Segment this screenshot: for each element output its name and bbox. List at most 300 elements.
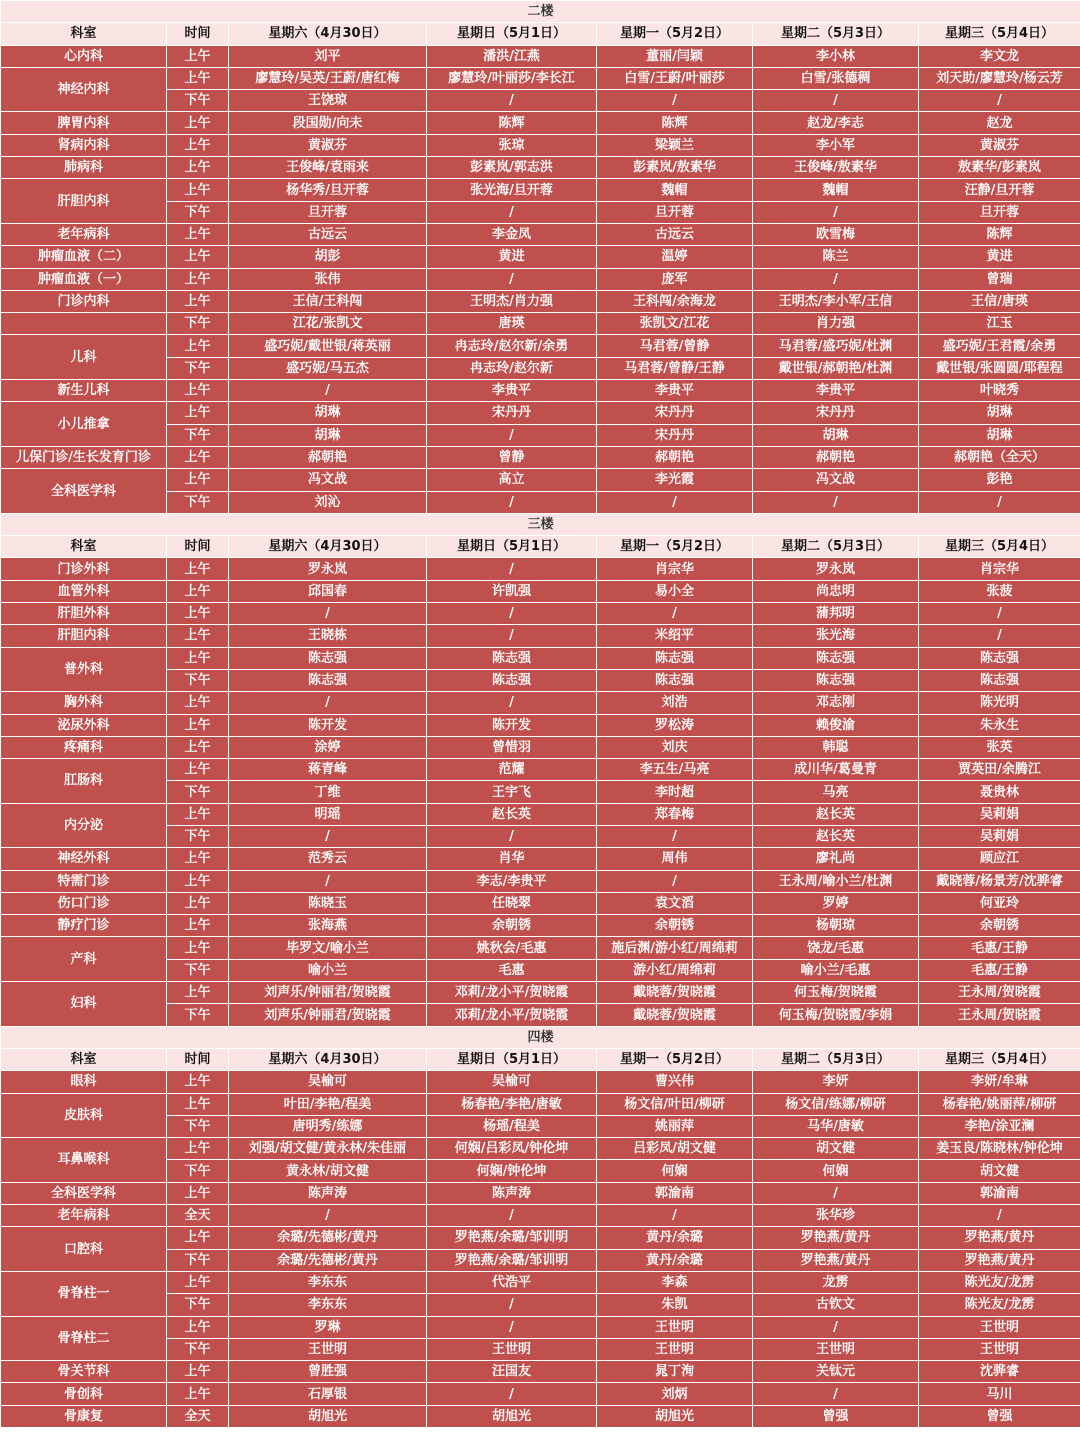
doctor-cell: 陈辉: [427, 112, 597, 134]
doctor-cell: 梁颖兰: [597, 134, 753, 156]
doctor-cell: 王永周/贺晓霞: [919, 982, 1080, 1004]
doctor-cell: 毛惠/王静: [919, 937, 1080, 959]
table-row: [1, 692, 1080, 714]
department-name: 小儿推拿: [1, 402, 167, 447]
doctor-cell: 罗艳燕/黄丹: [753, 1227, 919, 1249]
doctor-cell: 王世明: [229, 1338, 427, 1360]
table-row: [1, 759, 1080, 781]
doctor-cell: 吕彩凤/胡文健: [597, 1138, 753, 1160]
doctor-cell: 张光海: [753, 625, 919, 647]
doctor-cell: 胡文健: [919, 1160, 1080, 1182]
doctor-cell: 李五生/马亮: [597, 759, 753, 781]
table-row: [1, 803, 1080, 825]
doctor-cell: 彭素岚/郭志洪: [427, 157, 597, 179]
department-name: 全科医学科: [1, 1182, 167, 1204]
doctor-cell: 黄丹/余璐: [597, 1227, 753, 1249]
doctor-cell: 黄丹/余璐: [597, 1249, 753, 1271]
doctor-cell: 罗永岚: [229, 558, 427, 580]
doctor-cell: 王世明: [427, 1338, 597, 1360]
time-slot: 上午: [167, 446, 229, 468]
doctor-cell: /: [427, 268, 597, 290]
doctor-cell: 邓莉/龙小平/贺晓霞: [427, 1004, 597, 1026]
table-row: [1, 335, 1080, 357]
doctor-cell: 古远云: [597, 223, 753, 245]
department-name: 神经外科: [1, 848, 167, 870]
doctor-cell: 宋丹丹: [427, 402, 597, 424]
doctor-cell: 魏帽: [597, 179, 753, 201]
column-header: 科室: [1, 23, 167, 45]
doctor-cell: 罗艳燕/余璐/邹训明: [427, 1227, 597, 1249]
doctor-cell: 陈志强: [229, 669, 427, 691]
department-name: 老年病科: [1, 1205, 167, 1227]
department-name: 普外科: [1, 647, 167, 692]
doctor-cell: 杨文信/叶田/柳研: [597, 1093, 753, 1115]
doctor-cell: /: [597, 870, 753, 892]
doctor-cell: 何玉梅/贺晓霞/李娟: [753, 1004, 919, 1026]
doctor-cell: 敖素华/彭素岚: [919, 157, 1080, 179]
time-slot: 上午: [167, 982, 229, 1004]
doctor-cell: 张光海/旦开蓉: [427, 179, 597, 201]
doctor-cell: 何玉梅/贺晓霞: [753, 982, 919, 1004]
department-name: 血管外科: [1, 580, 167, 602]
doctor-cell: /: [427, 558, 597, 580]
doctor-cell: /: [753, 1316, 919, 1338]
doctor-cell: 彭素岚/敖素华: [597, 157, 753, 179]
table-row: [1, 446, 1080, 468]
doctor-cell: 古远云: [229, 223, 427, 245]
time-slot: 上午: [167, 246, 229, 268]
time-slot: 上午: [167, 223, 229, 245]
doctor-cell: /: [753, 268, 919, 290]
doctor-cell: 黄进: [427, 246, 597, 268]
doctor-cell: 胡琳: [919, 424, 1080, 446]
doctor-cell: 汪国友: [427, 1361, 597, 1383]
doctor-cell: 张华珍: [753, 1205, 919, 1227]
time-slot: 上午: [167, 335, 229, 357]
department-name: 新生儿科: [1, 380, 167, 402]
doctor-cell: 赵长英: [427, 803, 597, 825]
table-row: [1, 134, 1080, 156]
department-name: 骨康复: [1, 1405, 167, 1427]
doctor-cell: 顾应江: [919, 848, 1080, 870]
department-name: 门诊外科: [1, 558, 167, 580]
doctor-cell: 曾强: [919, 1405, 1080, 1427]
doctor-cell: 郭渝南: [919, 1182, 1080, 1204]
doctor-cell: 旦开蓉: [919, 201, 1080, 223]
time-slot: 上午: [167, 1271, 229, 1293]
table-row: [1, 1071, 1080, 1093]
department-name: 肾病内科: [1, 134, 167, 156]
time-slot: 下午: [167, 201, 229, 223]
doctor-cell: 陈志强: [753, 669, 919, 691]
department-name: 全科医学科: [1, 469, 167, 514]
time-slot: 下午: [167, 959, 229, 981]
doctor-cell: 周伟: [597, 848, 753, 870]
doctor-cell: 罗艳燕/余璐/邹训明: [427, 1249, 597, 1271]
time-slot: 下午: [167, 1115, 229, 1137]
doctor-cell: 曾惜羽: [427, 736, 597, 758]
table-row: [1, 982, 1080, 1004]
time-slot: 上午: [167, 134, 229, 156]
doctor-cell: 沈骅睿: [919, 1361, 1080, 1383]
doctor-cell: 王世明: [597, 1316, 753, 1338]
column-header: 时间: [167, 1048, 229, 1070]
doctor-cell: 王晓栋: [229, 625, 427, 647]
doctor-cell: /: [427, 825, 597, 847]
doctor-cell: 张英: [919, 736, 1080, 758]
department-name: 肿瘤血液（二）: [1, 246, 167, 268]
column-header: 星期日（5月1日）: [427, 1048, 597, 1070]
doctor-cell: 白雪/王蔚/叶丽莎: [597, 67, 753, 89]
doctor-cell: 饶龙/毛惠: [753, 937, 919, 959]
doctor-cell: 肖宗华: [919, 558, 1080, 580]
doctor-cell: 马川: [919, 1383, 1080, 1405]
table-row: [1, 1138, 1080, 1160]
doctor-cell: 江花/张凯文: [229, 313, 427, 335]
doctor-cell: 范耀: [427, 759, 597, 781]
doctor-cell: 许凯强: [427, 580, 597, 602]
doctor-cell: 冯文战: [753, 469, 919, 491]
doctor-cell: 陈开发: [427, 714, 597, 736]
doctor-cell: 冉志玲/赵尔新: [427, 357, 597, 379]
department-name: 骨脊柱二: [1, 1316, 167, 1361]
doctor-cell: 黄淑芬: [229, 134, 427, 156]
column-header: 时间: [167, 23, 229, 45]
table-row: [1, 1227, 1080, 1249]
doctor-cell: 黄永林/胡文健: [229, 1160, 427, 1182]
doctor-cell: /: [427, 90, 597, 112]
doctor-cell: 旦开蓉: [597, 201, 753, 223]
table-row: [1, 647, 1080, 669]
doctor-cell: 陈开发: [229, 714, 427, 736]
table-row: [1, 848, 1080, 870]
department-name: [1, 313, 167, 335]
doctor-cell: 胡旭光: [229, 1405, 427, 1427]
doctor-cell: /: [427, 1294, 597, 1316]
doctor-cell: 旦开蓉: [229, 201, 427, 223]
column-header: 星期六（4月30日）: [229, 23, 427, 45]
doctor-cell: 施后渊/游小红/周绵莉: [597, 937, 753, 959]
doctor-cell: 郝朝艳: [229, 446, 427, 468]
time-slot: 上午: [167, 45, 229, 67]
time-slot: 下午: [167, 1249, 229, 1271]
table-row: [1, 402, 1080, 424]
table-row: [1, 736, 1080, 758]
doctor-cell: /: [427, 1205, 597, 1227]
table-row: [1, 313, 1080, 335]
doctor-cell: 涂婷: [229, 736, 427, 758]
doctor-cell: 马君蓉/曾静/王静: [597, 357, 753, 379]
table-row: [1, 67, 1080, 89]
table-row: [1, 915, 1080, 937]
doctor-cell: /: [597, 90, 753, 112]
table-row: [1, 558, 1080, 580]
time-slot: 下午: [167, 825, 229, 847]
table-row: [1, 1383, 1080, 1405]
doctor-cell: 杨瑶/程美: [427, 1115, 597, 1137]
time-slot: 下午: [167, 781, 229, 803]
doctor-cell: 李志/李贵平: [427, 870, 597, 892]
department-name: 眼科: [1, 1071, 167, 1093]
column-header: 星期六（4月30日）: [229, 536, 427, 558]
doctor-cell: /: [229, 692, 427, 714]
doctor-cell: 胡琳: [229, 402, 427, 424]
doctor-cell: /: [427, 1316, 597, 1338]
doctor-cell: 古钦文: [753, 1294, 919, 1316]
time-slot: 下午: [167, 424, 229, 446]
doctor-cell: 李贵平: [427, 380, 597, 402]
doctor-cell: 毛惠: [427, 959, 597, 981]
doctor-cell: 李小林: [753, 45, 919, 67]
doctor-cell: 肖力强: [753, 313, 919, 335]
doctor-cell: 刘平: [229, 45, 427, 67]
doctor-cell: 聂贵林: [919, 781, 1080, 803]
doctor-cell: 胡琳: [753, 424, 919, 446]
doctor-cell: 陈志强: [229, 647, 427, 669]
doctor-cell: 王明杰/李小军/王信: [753, 290, 919, 312]
time-slot: 上午: [167, 892, 229, 914]
doctor-cell: 郝朝艳: [753, 446, 919, 468]
doctor-cell: /: [753, 90, 919, 112]
doctor-cell: 董丽/闫颖: [597, 45, 753, 67]
doctor-cell: 王世明: [597, 1338, 753, 1360]
department-name: 门诊内科: [1, 290, 167, 312]
doctor-cell: 陈光友/龙雳: [919, 1294, 1080, 1316]
doctor-cell: 吴榆可: [427, 1071, 597, 1093]
time-slot: 上午: [167, 692, 229, 714]
column-header: 科室: [1, 1048, 167, 1070]
doctor-cell: 段国勋/向未: [229, 112, 427, 134]
doctor-cell: 陈晓玉: [229, 892, 427, 914]
table-row: [1, 290, 1080, 312]
department-name: 儿保门诊/生长发育门诊: [1, 446, 167, 468]
time-slot: 下午: [167, 1160, 229, 1182]
doctor-cell: 李森: [597, 1271, 753, 1293]
doctor-cell: 戴世银/张圆圆/耶程程: [919, 357, 1080, 379]
department-name: 妇科: [1, 982, 167, 1027]
doctor-cell: 朱凯: [597, 1294, 753, 1316]
doctor-cell: 吴榆可: [229, 1071, 427, 1093]
table-row: [1, 1361, 1080, 1383]
doctor-cell: 张海燕: [229, 915, 427, 937]
doctor-cell: 冯文战: [229, 469, 427, 491]
column-header: 星期一（5月2日）: [597, 23, 753, 45]
doctor-cell: 马华/唐敏: [753, 1115, 919, 1137]
doctor-cell: 何亚玲: [919, 892, 1080, 914]
doctor-cell: 刘声乐/钟丽君/贺晓霞: [229, 1004, 427, 1026]
department-name: 内分泌: [1, 803, 167, 848]
column-header: 科室: [1, 536, 167, 558]
table-row: [1, 1205, 1080, 1227]
doctor-cell: 罗婷: [753, 892, 919, 914]
time-slot: 下午: [167, 1294, 229, 1316]
doctor-cell: 姚丽萍: [597, 1115, 753, 1137]
doctor-cell: 李妍: [753, 1071, 919, 1093]
doctor-cell: 刘庆: [597, 736, 753, 758]
doctor-cell: 胡琳: [919, 402, 1080, 424]
doctor-cell: 任晓翠: [427, 892, 597, 914]
time-slot: 上午: [167, 1227, 229, 1249]
doctor-cell: 王宇飞: [427, 781, 597, 803]
doctor-cell: 王世明: [919, 1338, 1080, 1360]
table-row: [1, 1093, 1080, 1115]
doctor-cell: /: [919, 491, 1080, 513]
doctor-cell: 陈志强: [427, 669, 597, 691]
time-slot: 上午: [167, 558, 229, 580]
doctor-cell: 王科闯/余海龙: [597, 290, 753, 312]
doctor-cell: /: [427, 625, 597, 647]
table-row: [1, 268, 1080, 290]
doctor-cell: 盛巧妮/王君霞/余勇: [919, 335, 1080, 357]
doctor-cell: 叶晓秀: [919, 380, 1080, 402]
doctor-cell: 王饶琼: [229, 90, 427, 112]
doctor-cell: 罗松涛: [597, 714, 753, 736]
doctor-cell: 叶田/李艳/程美: [229, 1093, 427, 1115]
doctor-cell: 黄进: [919, 246, 1080, 268]
doctor-cell: 张琼: [427, 134, 597, 156]
doctor-cell: 吴莉娟: [919, 803, 1080, 825]
doctor-cell: 彭艳: [919, 469, 1080, 491]
doctor-cell: 邓莉/龙小平/贺晓霞: [427, 982, 597, 1004]
doctor-cell: 何娴: [597, 1160, 753, 1182]
schedule-body: [1, 1, 1080, 1428]
doctor-cell: 郝朝艳: [597, 446, 753, 468]
doctor-cell: 王永周/贺晓霞: [919, 1004, 1080, 1026]
time-slot: 上午: [167, 157, 229, 179]
doctor-cell: 姜玉良/陈晓林/钟伦坤: [919, 1138, 1080, 1160]
doctor-cell: 石厚银: [229, 1383, 427, 1405]
doctor-cell: 王俊峰/敖素华: [753, 157, 919, 179]
time-slot: 上午: [167, 1093, 229, 1115]
table-row: [1, 937, 1080, 959]
doctor-cell: 郑春梅: [597, 803, 753, 825]
doctor-cell: /: [753, 201, 919, 223]
doctor-cell: 陈声涛: [427, 1182, 597, 1204]
doctor-cell: /: [597, 603, 753, 625]
doctor-cell: /: [229, 870, 427, 892]
time-slot: 上午: [167, 870, 229, 892]
doctor-cell: 杨春艳/姚丽萍/柳研: [919, 1093, 1080, 1115]
doctor-cell: 王明杰/肖力强: [427, 290, 597, 312]
doctor-cell: /: [427, 692, 597, 714]
doctor-cell: 刘沁: [229, 491, 427, 513]
time-slot: 上午: [167, 647, 229, 669]
department-name: 耳鼻喉科: [1, 1138, 167, 1183]
header-row: [1, 536, 1080, 558]
time-slot: 下午: [167, 491, 229, 513]
doctor-cell: 戴晓蓉/贺晓霞: [597, 982, 753, 1004]
time-slot: 上午: [167, 67, 229, 89]
table-row: [1, 223, 1080, 245]
time-slot: 上午: [167, 179, 229, 201]
doctor-cell: 庞军: [597, 268, 753, 290]
department-name: 心内科: [1, 45, 167, 67]
time-slot: 上午: [167, 937, 229, 959]
department-name: 疼痛科: [1, 736, 167, 758]
doctor-cell: 余朝锈: [919, 915, 1080, 937]
doctor-cell: 刘浩: [597, 692, 753, 714]
department-name: 产科: [1, 937, 167, 982]
department-name: 脾胃内科: [1, 112, 167, 134]
doctor-cell: 尚忠明: [753, 580, 919, 602]
column-header: 星期二（5月3日）: [753, 1048, 919, 1070]
time-slot: 下午: [167, 90, 229, 112]
time-slot: 上午: [167, 625, 229, 647]
table-row: [1, 625, 1080, 647]
department-name: 肛肠科: [1, 759, 167, 804]
doctor-cell: 王世明: [753, 1338, 919, 1360]
doctor-cell: 李贵平: [753, 380, 919, 402]
doctor-cell: 范秀云: [229, 848, 427, 870]
department-name: 皮肤科: [1, 1093, 167, 1138]
doctor-cell: 汪静/旦开蓉: [919, 179, 1080, 201]
column-header: 星期二（5月3日）: [753, 23, 919, 45]
doctor-cell: 王信/王科闯: [229, 290, 427, 312]
doctor-cell: 陈志强: [753, 647, 919, 669]
department-name: 肝胆外科: [1, 603, 167, 625]
floor-title: 三楼: [1, 513, 1080, 535]
doctor-cell: 刘强/胡文健/黄永林/朱佳丽: [229, 1138, 427, 1160]
department-name: 老年病科: [1, 223, 167, 245]
doctor-cell: 陈兰: [753, 246, 919, 268]
doctor-cell: 明瑶: [229, 803, 427, 825]
doctor-cell: 李小军: [753, 134, 919, 156]
time-slot: 上午: [167, 848, 229, 870]
doctor-cell: 廖礼尚: [753, 848, 919, 870]
time-slot: 上午: [167, 268, 229, 290]
doctor-cell: 丁维: [229, 781, 427, 803]
doctor-cell: 曾胜强: [229, 1361, 427, 1383]
department-name: 口腔科: [1, 1227, 167, 1272]
doctor-cell: 肖宗华: [597, 558, 753, 580]
doctor-cell: 郭渝南: [597, 1182, 753, 1204]
department-name: 肝胆内科: [1, 625, 167, 647]
doctor-cell: 刘声乐/钟丽君/贺晓霞: [229, 982, 427, 1004]
doctor-cell: 宋丹丹: [597, 424, 753, 446]
doctor-cell: 温婷: [597, 246, 753, 268]
doctor-cell: 杨华秀/旦开蓉: [229, 179, 427, 201]
doctor-cell: 韩聪: [753, 736, 919, 758]
doctor-cell: 马亮: [753, 781, 919, 803]
doctor-cell: 曾静: [427, 446, 597, 468]
doctor-cell: 陈志强: [427, 647, 597, 669]
table-row: [1, 870, 1080, 892]
doctor-cell: 陈辉: [597, 112, 753, 134]
table-row: [1, 1271, 1080, 1293]
doctor-cell: 米绍平: [597, 625, 753, 647]
column-header: 星期三（5月4日）: [919, 536, 1080, 558]
department-name: 胸外科: [1, 692, 167, 714]
doctor-cell: 何娴: [753, 1160, 919, 1182]
column-header: 星期一（5月2日）: [597, 1048, 753, 1070]
doctor-cell: 唐明秀/练娜: [229, 1115, 427, 1137]
doctor-cell: 李文龙: [919, 45, 1080, 67]
time-slot: 上午: [167, 380, 229, 402]
doctor-cell: 吴莉娟: [919, 825, 1080, 847]
doctor-cell: /: [597, 1205, 753, 1227]
time-slot: 上午: [167, 290, 229, 312]
doctor-cell: 罗琳: [229, 1316, 427, 1338]
doctor-cell: 曾瑞: [919, 268, 1080, 290]
doctor-cell: 姚秋会/毛惠: [427, 937, 597, 959]
doctor-cell: 余璐/先德彬/黄丹: [229, 1227, 427, 1249]
time-slot: 上午: [167, 1071, 229, 1093]
doctor-cell: 廖慧玲/吴英/王蔚/唐红梅: [229, 67, 427, 89]
table-row: [1, 246, 1080, 268]
table-row: [1, 714, 1080, 736]
department-name: 神经内科: [1, 67, 167, 112]
doctor-cell: 陈志强: [597, 669, 753, 691]
